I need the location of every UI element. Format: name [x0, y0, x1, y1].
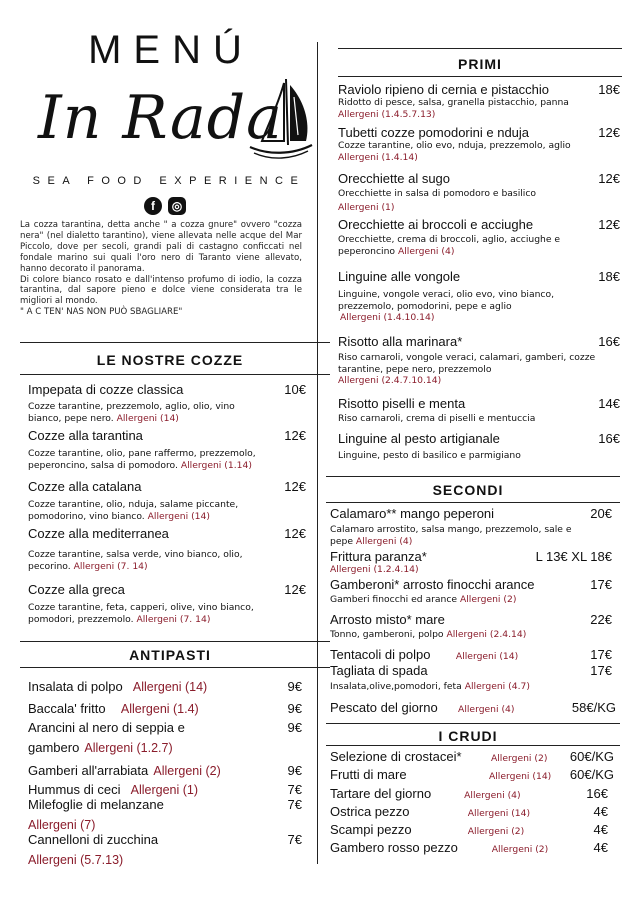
item-price: 12€	[598, 217, 620, 232]
menu-item	[338, 269, 620, 323]
sailboat-icon	[248, 75, 314, 165]
menu-item	[28, 428, 306, 471]
item-name: Tartare del giorno	[330, 786, 432, 801]
menu-item	[338, 171, 620, 213]
item-name: Gamberi all'arrabiata	[28, 763, 149, 778]
item-price: 17€	[590, 663, 612, 678]
item-allergens: Allergeni (14)	[132, 680, 208, 694]
item-allergens: Allergeni (1)	[130, 783, 199, 797]
logo-area	[20, 28, 310, 215]
item-name: Cozze alla catalana	[28, 479, 142, 494]
item-price: 58€/KG	[571, 700, 616, 715]
item-price: 7€	[287, 797, 302, 812]
item-name: Cozze alla tarantina	[28, 428, 143, 443]
item-price: 12€	[284, 526, 306, 541]
menu-item	[28, 832, 302, 868]
item-description: Orecchiette, crema di broccoli, aglio, acciughe e peperoncino Allergeni (4)	[338, 234, 561, 257]
item-description: Riso carnaroli, vongole veraci, calamari, gamberi, cozze tarantine, pepe nero, prezzemolo	[338, 352, 596, 375]
item-name: Arrosto misto* mare	[330, 612, 445, 627]
item-name: Scampi pezzo	[330, 822, 412, 837]
item-name: Orecchiette ai broccoli e acciughe	[338, 217, 534, 232]
item-name: Risotto piselli e menta	[338, 396, 466, 411]
column-divider	[317, 42, 318, 864]
section-title-secondi: SECONDI	[432, 482, 504, 498]
menu-item	[28, 797, 302, 833]
menu-item	[28, 479, 306, 522]
item-description: Ridotto di pesce, salsa, granella pistacchio, panna	[338, 97, 569, 108]
item-price: 4€	[593, 822, 608, 837]
item-description: Gamberi finocchi ed arance Allergeni (2)	[330, 594, 517, 605]
menu-item	[330, 549, 612, 575]
menu-item	[338, 125, 620, 163]
menu-item	[28, 760, 302, 779]
item-price: 12€	[598, 171, 620, 186]
menu-item	[28, 526, 306, 572]
menu-item	[338, 82, 620, 120]
item-price: 18€	[598, 269, 620, 284]
menu-item	[338, 334, 620, 386]
section-title-cozze: LE NOSTRE COZZE	[96, 352, 244, 368]
facebook-icon[interactable]: f	[144, 197, 162, 215]
item-name: Impepata di cozze classica	[28, 382, 184, 397]
item-allergens: Allergeni (4)	[355, 535, 413, 547]
item-name: Cozze alla greca	[28, 582, 125, 597]
item-price: 12€	[284, 428, 306, 443]
item-price: 12€	[598, 125, 620, 140]
item-name: Arancini al nero di seppia e	[28, 720, 185, 735]
section-title-crudi: I CRUDI	[438, 728, 498, 744]
item-allergens: Allergeni (1.4.14)	[338, 151, 418, 163]
brand-name: In Rada	[38, 83, 283, 153]
menu-item	[330, 840, 608, 855]
item-allergens: Allergeni (1)	[338, 201, 395, 213]
item-name: Cozze alla mediterranea	[28, 526, 169, 541]
item-name: Hummus di ceci	[28, 782, 121, 797]
item-description: Cozze tarantine, prezzemolo, aglio, olio, vino bianco, pepe nero. Allergeni (14)	[28, 401, 235, 424]
item-allergens: Allergeni (2)	[491, 844, 549, 855]
item-price: 60€/KG	[569, 767, 614, 782]
item-price: 9€	[287, 720, 302, 735]
divider	[20, 342, 330, 343]
item-name: Tagliata di spada	[330, 663, 428, 678]
item-allergens: Allergeni (4.7)	[464, 681, 530, 692]
item-price: 9€	[287, 763, 302, 778]
menu-item	[330, 644, 612, 663]
item-allergens: Allergeni (2)	[490, 753, 548, 764]
menu-item	[28, 720, 302, 756]
item-price: 16€	[598, 431, 620, 446]
menu-item	[330, 506, 612, 547]
menu-title: MENÚ	[88, 28, 254, 72]
intro-paragraph: Di colore bianco rosato e dall'intenso profumo di iodio, la cozza tarantina, dal sapore pieno e dolce viene considerata tra le migliori al mondo.	[20, 274, 302, 307]
menu-item	[338, 217, 620, 257]
item-price: 14€	[598, 396, 620, 411]
social-row	[20, 197, 310, 215]
item-description: Linguine, pesto di basilico e parmigiano	[338, 450, 521, 461]
divider	[326, 476, 620, 477]
item-name: Calamaro** mango peperoni	[330, 506, 495, 521]
item-allergens: Allergeni (1.2.4.14)	[330, 564, 419, 575]
item-price: 7€	[287, 832, 302, 847]
item-price: 12€	[284, 479, 306, 494]
item-price: 17€	[590, 647, 612, 662]
item-description: Cozze tarantine, salsa verde, vino bianco, olio, pecorino. Allergeni (7. 14)	[28, 549, 243, 572]
item-price: 60€/KG	[569, 749, 614, 764]
item-description: Cozze tarantine, olio evo, nduja, prezzemolo, aglio	[338, 140, 571, 151]
menu-item	[28, 382, 306, 424]
item-price: 16€	[586, 786, 608, 801]
item-allergens: Allergeni (14)	[467, 808, 531, 819]
instagram-icon[interactable]: ◎	[168, 197, 186, 215]
item-name: Insalata di polpo	[28, 679, 123, 694]
item-price: 17€	[590, 577, 612, 592]
item-price: 9€	[287, 679, 302, 694]
item-allergens: Allergeni (2.4.7.10.14)	[338, 375, 442, 386]
item-allergens: Allergeni (4)	[464, 790, 521, 801]
item-allergens: Allergeni (1.2.7)	[84, 741, 173, 755]
item-allergens: Allergeni (2.4.14)	[446, 629, 527, 640]
menu-item	[330, 612, 612, 641]
menu-item	[330, 767, 614, 782]
item-name: Orecchiette al sugo	[338, 171, 451, 186]
item-allergens: Allergeni (14)	[488, 771, 552, 782]
item-description: Cozze tarantine, olio, pane raffermo, prezzemolo, peperoncino, salsa di pomodoro. Allergeni (1.14)	[28, 448, 256, 471]
item-allergens: Allergeni (7)	[28, 818, 96, 832]
menu-item	[28, 676, 302, 695]
item-price: 12€	[284, 582, 306, 597]
item-name-continued: gambero	[28, 740, 80, 755]
item-name: Pescato del giorno	[330, 700, 438, 715]
item-description: Cozze tarantine, feta, capperi, olive, vino bianco, pomodori, prezzemolo. Allergeni (7. 14)	[28, 602, 254, 625]
item-price: 7€	[287, 782, 302, 797]
item-price: 9€	[287, 701, 302, 716]
item-name: Tubetti cozze pomodorini e nduja	[338, 125, 530, 140]
menu-item	[28, 582, 306, 625]
menu-item	[330, 786, 608, 801]
item-name: Selezione di crostacei*	[330, 749, 462, 764]
menu-item	[330, 697, 616, 716]
divider	[20, 374, 330, 375]
item-allergens: Allergeni (7. 14)	[136, 613, 211, 625]
item-price: 4€	[593, 804, 608, 819]
item-name: Frutti di mare	[330, 767, 407, 782]
item-allergens: Allergeni (14)	[116, 412, 179, 424]
menu-item	[338, 431, 620, 462]
item-name: Risotto alla marinara*	[338, 334, 463, 349]
menu-item	[330, 577, 612, 606]
item-name: Gamberoni* arrosto finocchi arance	[330, 577, 535, 592]
divider	[20, 667, 330, 668]
section-title-primi: PRIMI	[458, 56, 502, 72]
intro-paragraph: La cozza tarantina, detta anche " a cozza gnure" ovvero "cozza nera" (nel dialetto tarantino), viene allevata nelle acque del Mar Piccolo, dove per secoli, grandi pali di castagno conficcati nel fondale marino sui quali l'oro nero di Taranto viene allevato, hanno decorato il panorama.	[20, 220, 302, 274]
item-name: Tentacoli di polpo	[330, 647, 431, 662]
item-price: 4€	[593, 840, 608, 855]
item-allergens: Allergeni (1.4)	[120, 702, 199, 716]
divider	[338, 48, 622, 49]
item-allergens: Allergeni (5.7.13)	[28, 853, 124, 867]
item-name: Raviolo ripieno di cernia e pistacchio	[338, 82, 550, 97]
item-description: Cozze tarantine, olio, nduja, salame piccante, pomodorino, vino bianco. Allergeni (14)	[28, 499, 239, 522]
menu-item	[330, 663, 612, 693]
item-description: Calamaro arrostito, salsa mango, prezzemolo, sale e pepe Allergeni (4)	[330, 524, 572, 547]
brand-row	[20, 75, 310, 167]
item-price: 18€	[598, 82, 620, 97]
divider	[326, 745, 620, 746]
item-description: Insalata,olive,pomodori, feta Allergeni (4.7)	[330, 681, 530, 692]
intro-quote: " A C TEN' NAS NON PUÒ SBAGLIARE"	[20, 307, 183, 318]
intro-text	[20, 220, 302, 318]
item-name: Linguine al pesto artigianale	[338, 431, 500, 446]
divider	[338, 76, 622, 77]
item-allergens: Allergeni (1.4.10.14)	[340, 312, 435, 323]
item-price: 22€	[590, 612, 612, 627]
item-allergens: Allergeni (7. 14)	[73, 560, 148, 572]
item-price: 16€	[598, 334, 620, 349]
item-allergens: Allergeni (14)	[147, 510, 210, 522]
menu-item	[28, 779, 302, 798]
item-description: Linguine, vongole veraci, olio evo, vino bianco, prezzemolo, pomodorini, pepe e aglio	[338, 289, 555, 312]
menu-item	[28, 698, 302, 717]
item-allergens: Allergeni (4)	[397, 245, 455, 257]
item-name: Cannelloni di zucchina	[28, 832, 159, 847]
item-name: Linguine alle vongole	[338, 269, 461, 284]
tagline: SEA FOOD EXPERIENCE	[32, 175, 306, 187]
item-allergens: Allergeni (2)	[153, 764, 221, 778]
item-price: L 13€ XL 18€	[535, 549, 612, 564]
item-allergens: Allergeni (1.4.5.7.13)	[338, 108, 436, 120]
item-name: Gambero rosso pezzo	[330, 840, 458, 855]
item-name: Frittura paranza*	[330, 549, 427, 564]
menu-item	[330, 749, 614, 764]
item-allergens: Allergeni (1.14)	[180, 459, 252, 471]
menu-item	[330, 822, 608, 837]
section-title-antipasti: ANTIPASTI	[129, 647, 211, 663]
divider	[326, 723, 620, 724]
item-description: Tonno, gamberoni, polpo Allergeni (2.4.14)	[330, 629, 527, 640]
item-description: Orecchiette in salsa di pomodoro e basilico	[338, 188, 537, 199]
item-name: Baccala' fritto	[28, 701, 106, 716]
menu-item	[338, 396, 620, 425]
item-price: 10€	[284, 382, 306, 397]
menu-item	[330, 804, 608, 819]
item-price: 20€	[590, 506, 612, 521]
item-name: Milefoglie di melanzane	[28, 797, 164, 812]
item-name: Ostrica pezzo	[330, 804, 410, 819]
divider	[20, 641, 330, 642]
item-allergens: Allergeni (2)	[459, 594, 517, 605]
item-allergens: Allergeni (2)	[467, 826, 525, 837]
item-description: Riso carnaroli, crema di piselli e mentuccia	[338, 413, 536, 424]
item-allergens: Allergeni (4)	[458, 704, 515, 715]
item-allergens: Allergeni (14)	[455, 651, 519, 662]
divider	[326, 502, 620, 503]
